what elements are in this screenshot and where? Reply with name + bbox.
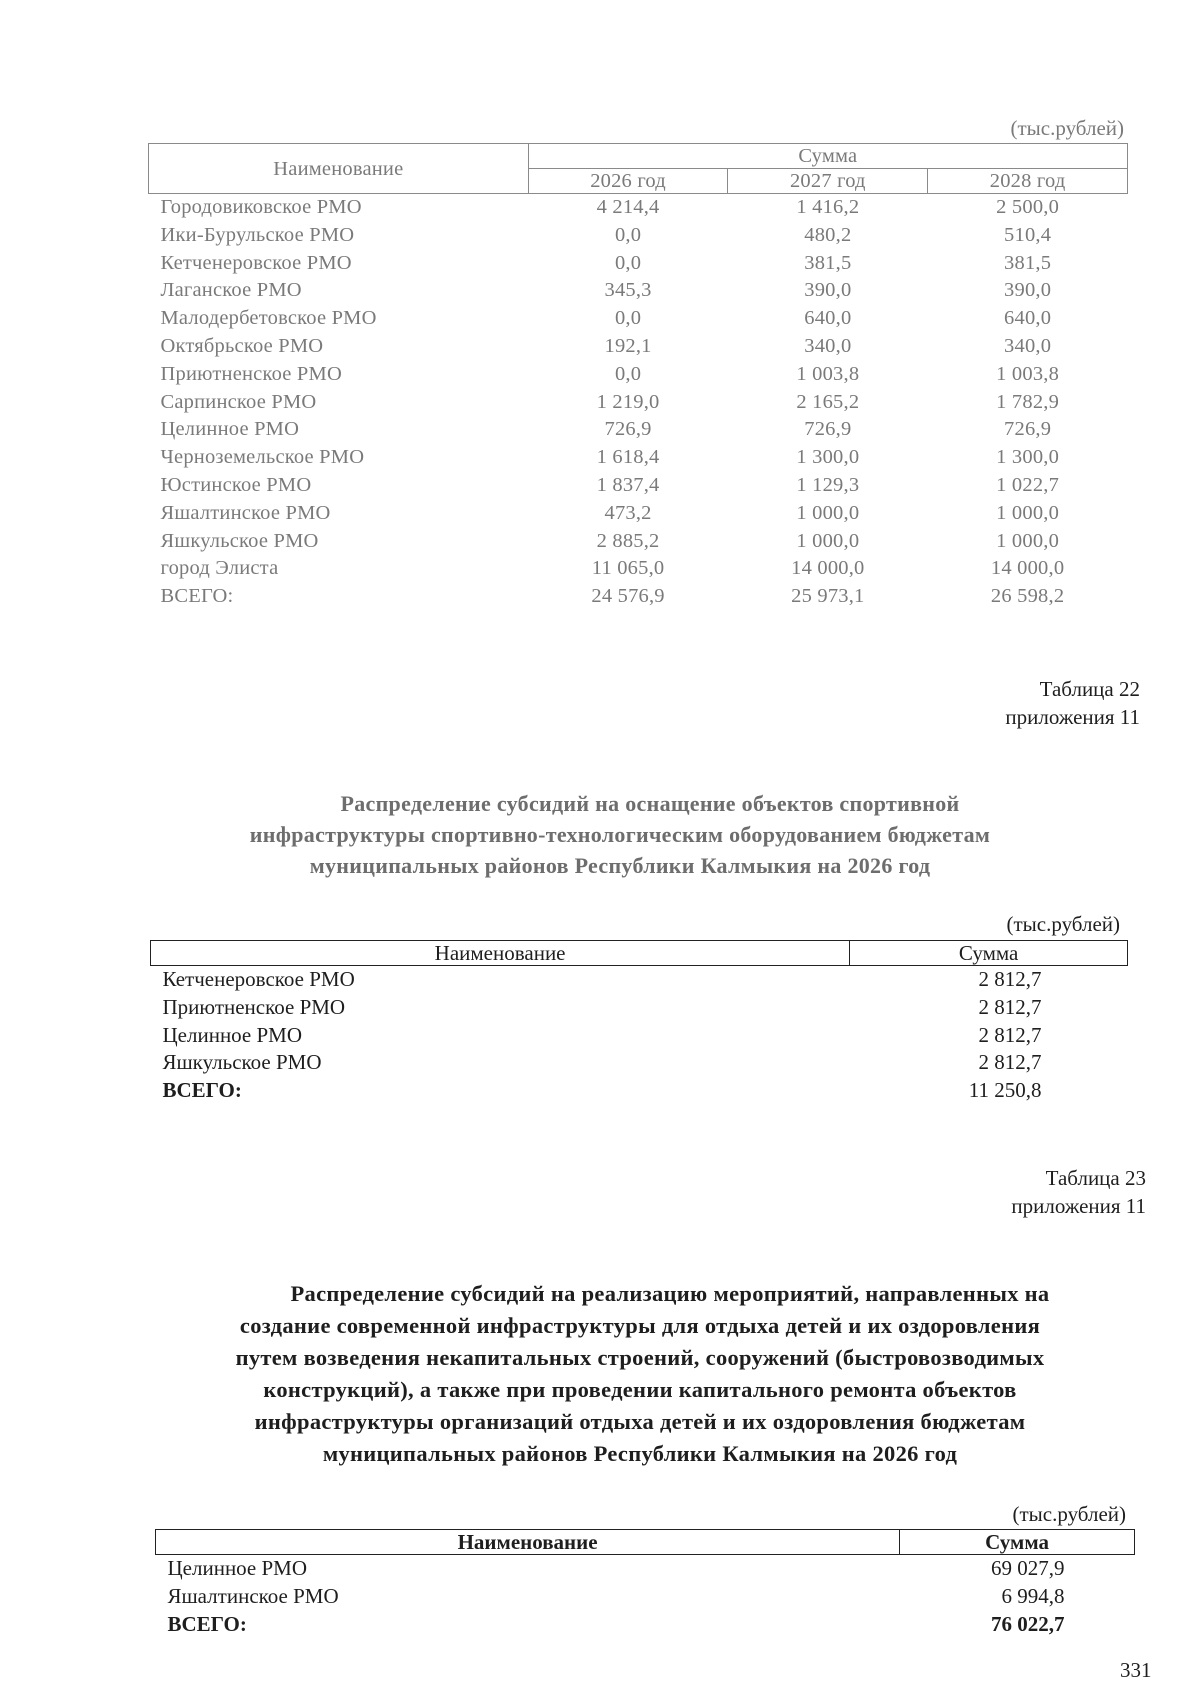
value-2028: 510,4 [1004, 223, 1052, 246]
row-sum: 2 812,7 [978, 1050, 1042, 1075]
value-2026: 1 618,4 [596, 446, 660, 469]
table22-header-sum: Сумма [850, 941, 1128, 966]
table22-caption-number: Таблица 22 [1039, 677, 1140, 701]
value-2026: 4 214,4 [596, 196, 660, 218]
row-name: Яшалтинское РМО [167, 1583, 339, 1608]
title-line: муниципальных районов Республики Калмыкия на 2026 год [309, 853, 931, 878]
table23-header-sum: Сумма [900, 1530, 1135, 1555]
value-2028: 1 003,8 [996, 362, 1060, 385]
row-name: Ики-Бурульское РМО [160, 223, 355, 246]
value-2027: 340,0 [804, 334, 852, 357]
table23-caption [800, 1164, 1146, 1220]
table-row [149, 389, 1128, 417]
row-name: Малодербетовское РМО [160, 307, 377, 330]
value-2026: 0,0 [614, 362, 642, 385]
value-2028: 2 500,0 [996, 196, 1060, 218]
title-line: Распределение субсидий на оснащение объектов спортивной [340, 791, 960, 816]
value-2026: 0,0 [614, 251, 642, 274]
title-line: муниципальных районов Республики Калмыкия на 2026 год [322, 1441, 958, 1466]
total-2027: 25 973,1 [791, 585, 865, 608]
value-2026: 1 219,0 [596, 390, 660, 413]
table-row [149, 250, 1128, 278]
table-row [151, 1049, 1128, 1077]
title-line: инфраструктуры спортивно-технологическим оборудованием бюджетам [249, 822, 991, 847]
value-2026: 0,0 [614, 223, 642, 246]
table22 [150, 940, 1128, 1105]
value-2027: 1 000,0 [796, 501, 860, 524]
value-2028: 1 022,7 [996, 473, 1060, 496]
total-sum: 11 250,8 [968, 1078, 1042, 1103]
table1-header-name: Наименование [149, 144, 529, 194]
value-2026: 0,0 [614, 307, 642, 330]
table-row [149, 528, 1128, 556]
value-2027: 381,5 [804, 251, 852, 274]
row-name: Городовиковское РМО [160, 196, 362, 218]
row-name: Яшкульское РМО [160, 529, 319, 552]
table-row [149, 333, 1128, 361]
value-2026: 473,2 [604, 501, 652, 524]
row-sum: 2 812,7 [978, 967, 1042, 991]
row-name: город Элиста [160, 557, 279, 580]
row-name: Черноземельское РМО [160, 446, 365, 469]
row-sum: 69 027,9 [991, 1556, 1065, 1580]
value-2026: 2 885,2 [596, 529, 660, 552]
table-row [149, 500, 1128, 528]
table23-caption-appendix: приложения 11 [1011, 1194, 1146, 1218]
value-2028: 1 000,0 [996, 501, 1060, 524]
table-row [149, 194, 1128, 222]
value-2027: 2 165,2 [796, 390, 860, 413]
table-row [151, 966, 1128, 994]
table1-header-year-2027: 2027 год [728, 169, 928, 194]
table-row [149, 277, 1128, 305]
value-2027: 1 000,0 [796, 529, 860, 552]
row-name: Лаганское РМО [160, 279, 302, 302]
total-2028: 26 598,2 [990, 585, 1065, 608]
title-line: создание современной инфраструктуры для отдыха детей и их оздоровления [239, 1313, 1041, 1338]
table23-units: (тыс.рублей) [1012, 1502, 1126, 1526]
value-2026: 345,3 [604, 279, 652, 302]
row-sum: 2 812,7 [978, 994, 1042, 1019]
table22-caption [800, 675, 1140, 731]
value-2028: 1 000,0 [996, 529, 1060, 552]
row-name: Целинное РМО [167, 1556, 308, 1580]
row-name: Приютненское РМО [162, 994, 346, 1019]
row-name: Сарпинское РМО [160, 390, 317, 413]
total-label: ВСЕГО: [162, 1078, 242, 1103]
value-2027: 480,2 [804, 223, 852, 246]
row-name: Кетченеровское РМО [160, 251, 352, 274]
value-2026: 726,9 [604, 418, 652, 441]
value-2027: 1 129,3 [796, 473, 860, 496]
table1-header-sum: Сумма [528, 144, 1127, 169]
value-2028: 340,0 [1004, 334, 1052, 357]
table-row [149, 444, 1128, 472]
table22-header-name: Наименование [151, 941, 850, 966]
value-2027: 640,0 [804, 307, 852, 330]
table22-caption-appendix: приложения 11 [1005, 705, 1140, 729]
table-total-row [156, 1611, 1135, 1639]
table-row [151, 994, 1128, 1022]
value-2027: 726,9 [804, 418, 852, 441]
table-row [149, 222, 1128, 250]
total-label: ВСЕГО: [160, 585, 234, 608]
value-2028: 1 300,0 [996, 446, 1060, 469]
total-sum: 76 022,7 [991, 1611, 1065, 1636]
value-2026: 11 065,0 [591, 557, 665, 580]
value-2028: 14 000,0 [990, 557, 1065, 580]
value-2027: 14 000,0 [791, 557, 865, 580]
value-2028: 726,9 [1004, 418, 1052, 441]
title-line: Распределение субсидий на реализацию мероприятий, направленных на [290, 1281, 1050, 1306]
value-2026: 192,1 [604, 334, 652, 357]
table-row [149, 305, 1128, 333]
value-2027: 1 416,2 [796, 196, 860, 218]
table1-header-year-2028: 2028 год [928, 169, 1128, 194]
row-name: Яшкульское РМО [162, 1050, 322, 1075]
table1-units: (тыс.рублей) [1010, 116, 1124, 140]
table-row [156, 1555, 1135, 1583]
table-total-row [151, 1077, 1128, 1105]
page-number: 331 [1120, 1658, 1152, 1682]
table22-title [110, 788, 1130, 881]
table23-title [120, 1278, 1160, 1470]
row-name: Целинное РМО [162, 1022, 303, 1047]
table23-caption-number: Таблица 23 [1045, 1166, 1146, 1190]
table-row [149, 361, 1128, 389]
table1-header-year-2026: 2026 год [528, 169, 728, 194]
value-2028: 1 782,9 [996, 390, 1060, 413]
row-name: Приютненское РМО [160, 362, 342, 385]
table-row [156, 1583, 1135, 1611]
table-row [149, 472, 1128, 500]
table23 [155, 1529, 1135, 1638]
table-row [149, 555, 1128, 583]
row-name: Октябрьское РМО [160, 334, 324, 357]
value-2026: 1 837,4 [596, 473, 660, 496]
table23-header-name: Наименование [156, 1530, 900, 1555]
value-2028: 381,5 [1004, 251, 1052, 274]
row-name: Яшалтинское РМО [160, 501, 331, 524]
row-name: Кетченеровское РМО [162, 967, 355, 991]
row-sum: 2 812,7 [978, 1022, 1042, 1047]
row-name: Юстинское РМО [160, 473, 312, 496]
value-2028: 640,0 [1004, 307, 1052, 330]
title-line: инфраструктуры организаций отдыха детей и их оздоровления бюджетам [254, 1409, 1026, 1434]
row-sum: 6 994,8 [1001, 1583, 1065, 1608]
value-2027: 390,0 [804, 279, 852, 302]
table1 [148, 143, 1128, 611]
total-label: ВСЕГО: [167, 1611, 247, 1636]
table-row [151, 1022, 1128, 1050]
table22-units: (тыс.рублей) [1006, 912, 1120, 936]
table-row [149, 416, 1128, 444]
value-2028: 390,0 [1004, 279, 1052, 302]
row-name: Целинное РМО [160, 418, 300, 441]
total-2026: 24 576,9 [591, 585, 665, 608]
table-total-row [149, 583, 1128, 611]
value-2027: 1 003,8 [796, 362, 860, 385]
title-line: конструкций), а также при проведении капитального ремонта объектов [263, 1377, 1017, 1402]
title-line: путем возведения некапитальных строений, сооружений (быстровозводимых [235, 1345, 1045, 1370]
value-2027: 1 300,0 [796, 446, 860, 469]
